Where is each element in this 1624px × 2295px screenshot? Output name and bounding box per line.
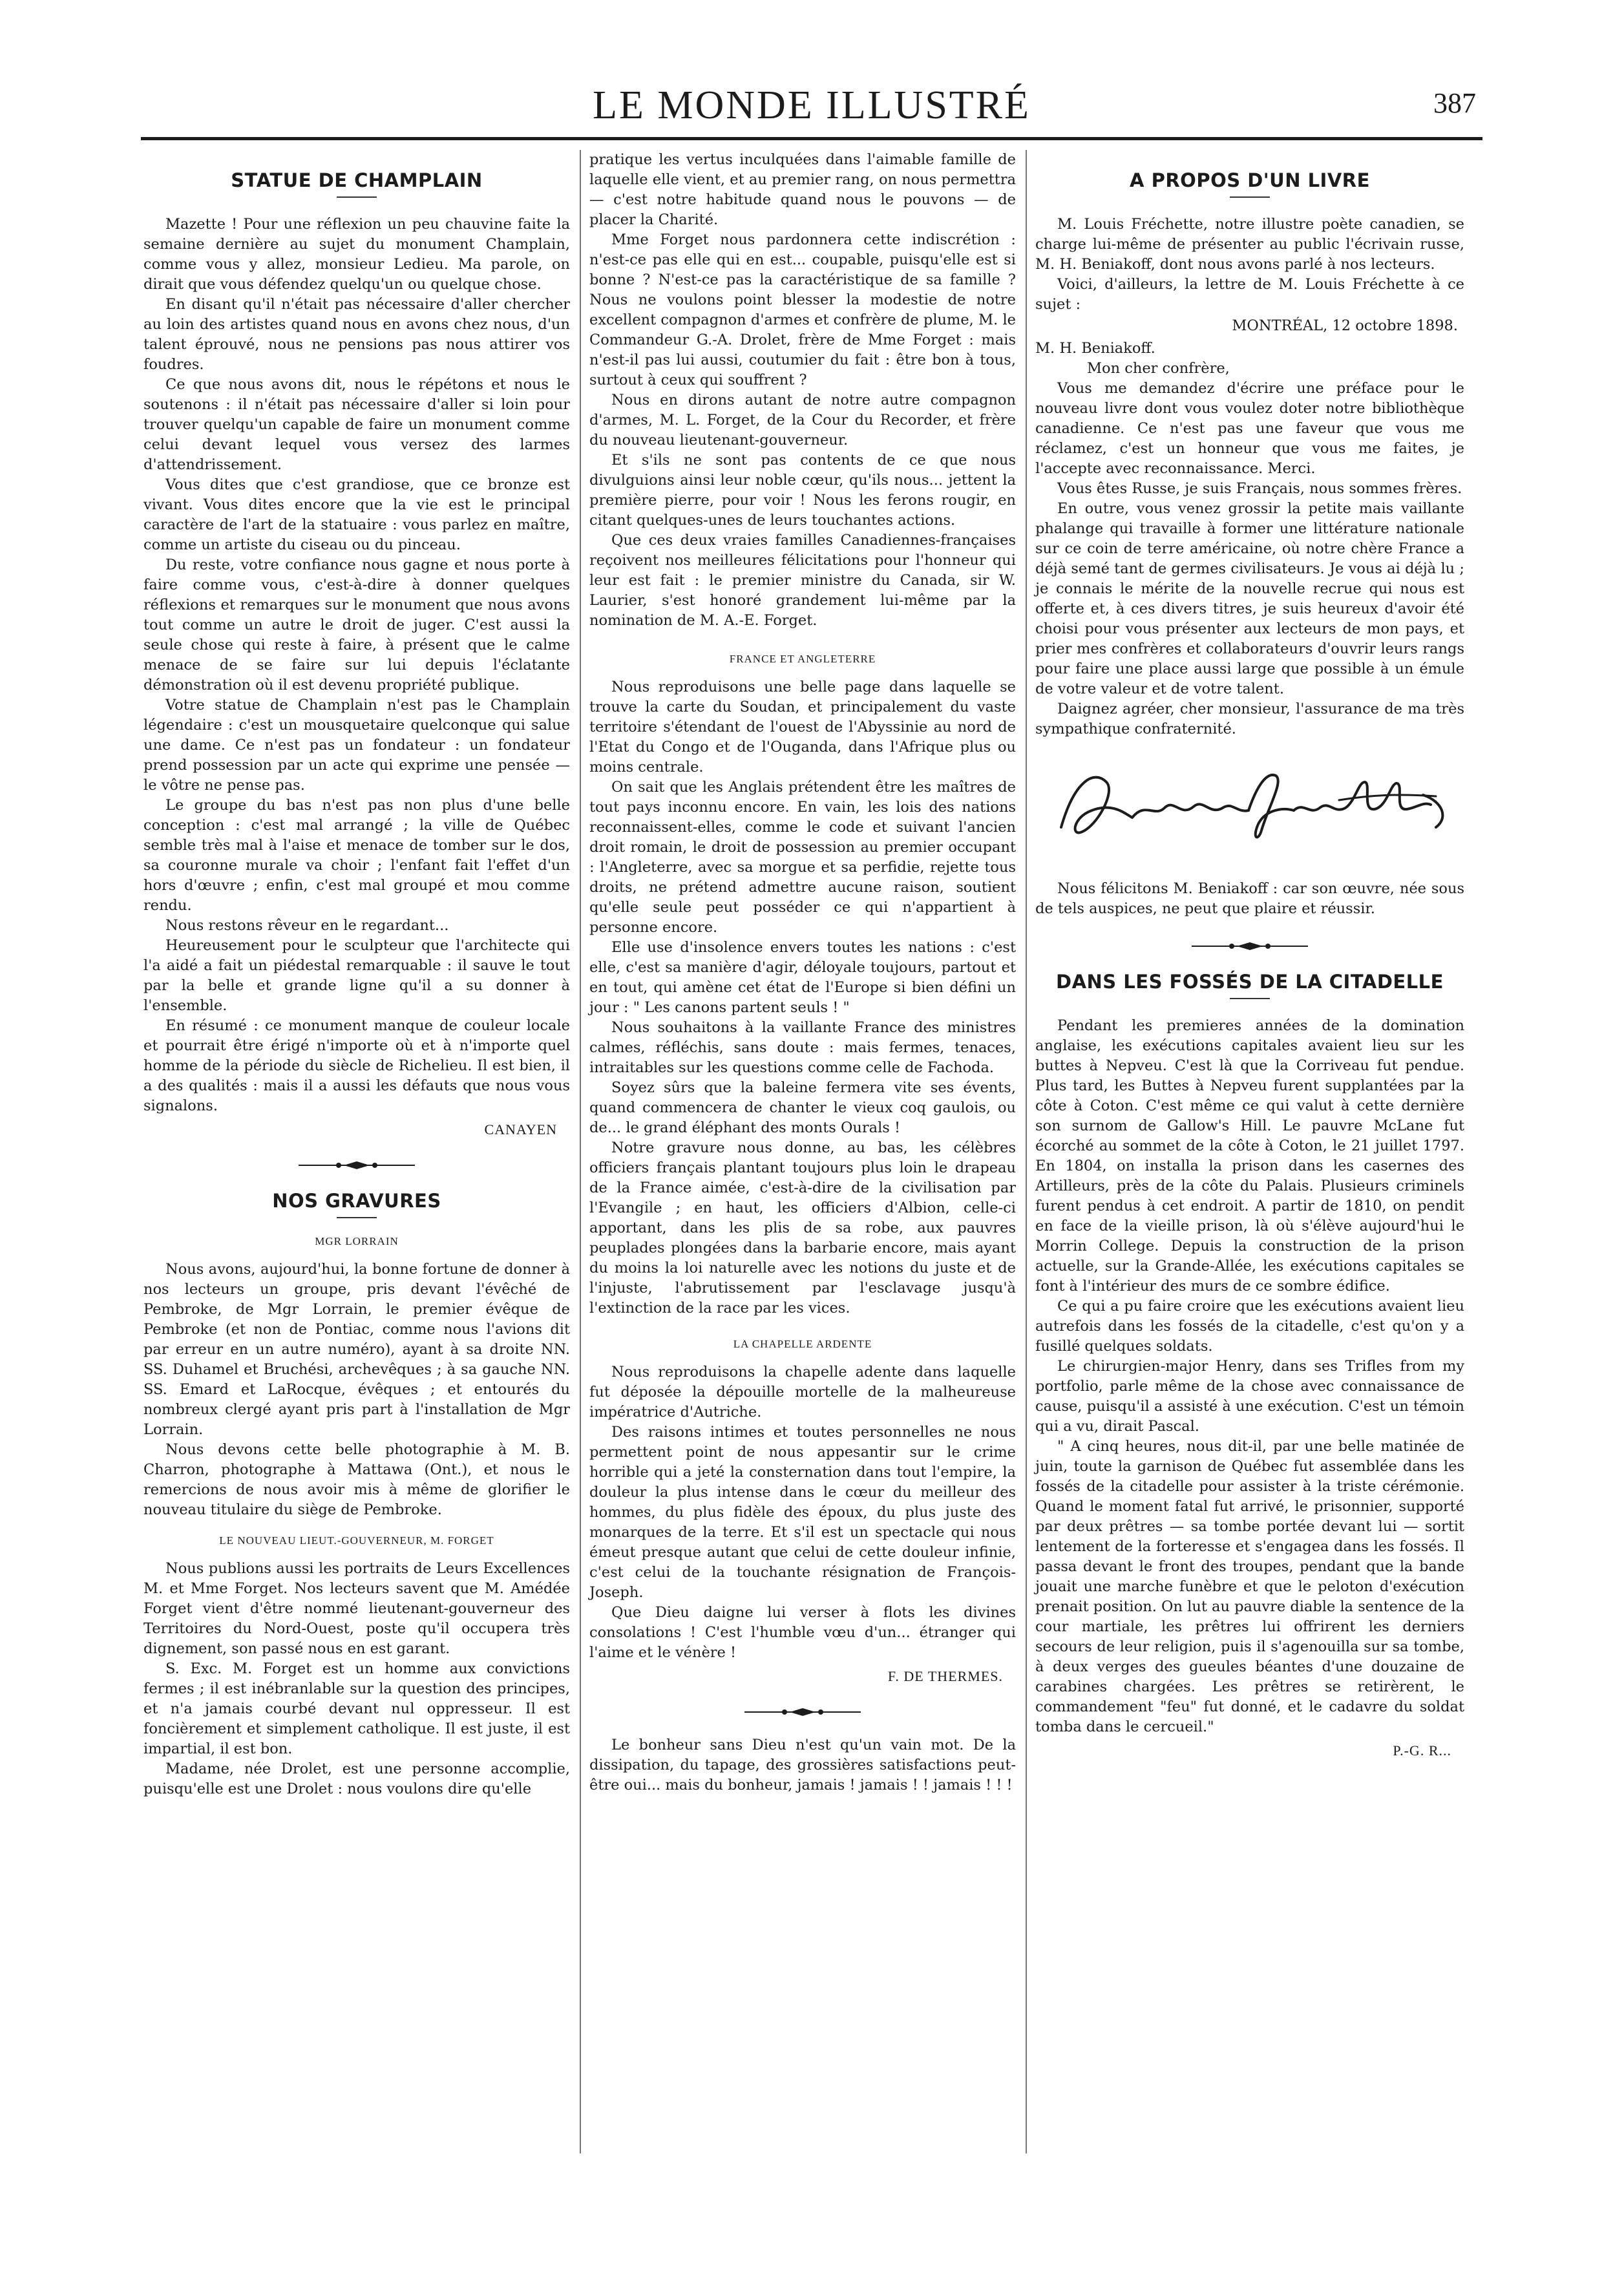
paragraph: Nous reproduisons la chapelle adente dans laquelle fut déposée la dépouille mortelle de la malheureuse impératrice d'Autriche. (589, 1364, 1016, 1421)
heading-rule (1230, 998, 1270, 999)
paragraph: Voici, d'ailleurs, la lettre de M. Louis Fréchette à ce sujet : (1035, 276, 1464, 313)
section-subheading: LE NOUVEAU LIEUT.-GOUVERNEUR, M. FORGET (219, 1534, 494, 1547)
heading-rule (337, 1217, 377, 1218)
article-champlain (143, 215, 570, 1138)
paragraph: " A cinq heures, nous dit-il, par une belle matinée de juin, toute la garnison de Québec fut assemblée dans les fossés de la citadelle pour assister à la triste cérémonie. Quand le moment fatal fut arrivé, le prisonnier, supporté par deux prêtres — sa tombe portée devant lui — sortit lentement de la forteresse et s'engagea dans les fossés. Il passa devant le front des troupes, pendant que la bande jouait une marche funèbre et que le peloton d'exécution prenait position. On lut au pauvre diable la sentence de la cour martiale, les prêtres lui offrirent les derniers secours de leur religion, puis il s'agenouilla sur sa tombe, à deux verges des gueules béantes d'une douzaine de carabines chargées. Les prêtres se retirèrent, le commandement "feu" fut donné, et le cadavre du soldat tomba dans le cercueil." (1035, 1438, 1464, 1735)
ornament-divider (299, 1160, 415, 1170)
paragraph: Madame, née Drolet, est une personne accomplie, puisqu'elle est une Drolet : nous voulons dire qu'elle (143, 1761, 570, 1797)
paragraph: Vous dites que c'est grandiose, que ce bronze est vivant. Vous dites encore que la vie est le principal caractère de l'art de la statuaire : vous parlez en maître, comme un artiste du ciseau ou du pinceau. (143, 476, 570, 553)
article-heading: A PROPOS D'UN LIVRE (1130, 169, 1370, 191)
paragraph: Nous reproduisons une belle page dans laquelle se trouve la carte du Soudan, et principalement du vaste territoire s'étendant de l'ouest de l'Abyssinie au nord de l'Etat du Congo et de l'Ouganda, dans l'Afrique plus ou moins centrale. (589, 679, 1016, 776)
paragraph: pratique les vertus inculquées dans l'aimable famille de laquelle elle vient, et au premier rang, on nous permettra — c'est notre habitude quand nous le pouvons — de placer la Charité. (589, 151, 1016, 228)
paragraph: Ce qui a pu faire croire que les exécutions avaient lieu autrefois dans les fossés de la citadelle, c'est qu'on y a fusillé quelques soldats. (1035, 1298, 1464, 1355)
paragraph: Votre statue de Champlain n'est pas le Champlain légendaire : c'est un mousquetaire quelconque qui salue une dame. Ce n'est pas un fondateur : un fondateur prend possession par un acte qui exprime une pensée — le vôtre ne pense pas. (143, 697, 570, 794)
section-subheading: LA CHAPELLE ARDENTE (733, 1338, 872, 1350)
handwritten-signature (1035, 756, 1464, 853)
paragraph: En outre, vous venez grossir la petite mais vaillante phalange qui travaille à former une littérature nationale sur ce coin de terre américaine, où notre chère France a déjà semé tant de germes civilisateurs. Je vous ai déjà lu ; je connais le mérite de la nouvelle recrue qui nous est offerte et, à ces divers titres, je suis heureux d'avoir été choisi pour vous présenter aux lecteurs de mon pays, et prier mes confrères et collaborateurs d'ouvrir leurs rangs pour faire une place aussi large que possible à un émule de votre valeur et de votre talent. (1035, 500, 1464, 697)
article-heading: NOS GRAVURES (272, 1190, 441, 1212)
paragraph: Des raisons intimes et toutes personnelles ne nous permettent point de nous appesantir sur le crime horrible qui a jeté la consternation dans tout l'empire, la douleur la plus intense dans le cœur du meilleur des hommes, du plus fidèle des époux, du plus juste des monarques de la terre. Et s'il est un spectacle qui nous émeut presque autant que celui de cette douleur infinie, c'est celui de la touchante résignation de François-Joseph. (589, 1424, 1016, 1601)
paragraph: Et s'ils ne sont pas contents de ce que nous divulguions ainsi leur noble cœur, qu'ils nous... jettent la première pierre, pour voir ! Nous les ferons rougir, en citant quelques-unes de leurs touchantes actions. (589, 452, 1016, 529)
column-3 (1035, 150, 1464, 1759)
heading-rule (337, 196, 377, 198)
paragraph: En résumé : ce monument manque de couleur locale et pourrait être érigé n'importe où et à n'importe quel homme de la période du siècle de Richelieu. Il est bien, il a des qualités : mais il a aussi les défauts que nous vous signalons. (143, 1017, 570, 1114)
ornament-divider (1192, 941, 1308, 951)
article-signature: CANAYEN (484, 1121, 557, 1137)
paragraph: Nous en dirons autant de notre autre compagnon d'armes, M. L. Forget, de la Cour du Recorder, et frère du nouveau lieutenant-gouverneur. (589, 392, 1016, 449)
article-heading: DANS LES FOSSÉS DE LA CITADELLE (1056, 971, 1444, 993)
letter-salutation: Mon cher confrère, (1087, 360, 1230, 377)
column-divider (1026, 150, 1027, 2153)
paragraph: Nous publions aussi les portraits de Leurs Excellences M. et Mme Forget. Nos lecteurs savent que M. Amédée Forget vient d'être nommé lieutenant-gouverneur des Territoires du Nord-Ouest, poste qu'il occupera très dignement, son passé nous en est garant. (143, 1560, 570, 1657)
article-heading: STATUE DE CHAMPLAIN (231, 169, 483, 191)
column-divider (580, 150, 581, 2153)
paragraph: En disant qu'il n'était pas nécessaire d'aller chercher au loin des artistes quand nous en avons chez nous, d'un talent éprouvé, nous ne pensions pas nous attirer vos foudres. (143, 296, 570, 373)
paragraph: Elle use d'insolence envers toutes les nations : c'est elle, c'est sa manière d'agir, déloyale toujours, partout et en tout, qui amène cet état de l'Europe si bien défini un jour : " Les canons partent seuls ! " (589, 939, 1016, 1016)
newspaper-title: LE MONDE ILLUSTRÉ (593, 83, 1031, 127)
letter-dateline: MONTRÉAL, 12 octobre 1898. (1232, 317, 1458, 334)
heading-rule (1230, 196, 1270, 198)
ornament-divider (744, 1707, 861, 1717)
page-number: 387 (1433, 87, 1476, 119)
paragraph: Nous avons, aujourd'hui, la bonne fortune de donner à nos lecteurs un groupe, pris devant l'évêché de Pembroke, de Mgr Lorrain, le premier évêque de Pembroke (et non de Pontiac, comme nous l'avions dit par erreur en un autre numéro), ayant à sa droite NN. SS. Duhamel et Bruchési, archevêques ; à sa gauche NN. SS. Emard et LaRocque, évêques ; et entourés du nombreux clergé ayant pris part à l'installation de Mgr Lorrain. (143, 1261, 570, 1438)
paragraph: Nous restons rêveur en le regardant... (165, 917, 449, 934)
column-1 (143, 150, 570, 1799)
section-subheading: FRANCE ET ANGLETERRE (729, 653, 876, 665)
paragraph: Mazette ! Pour une réflexion un peu chauvine faite la semaine dernière au sujet du monument Champlain, comme vous y allez, monsieur Ledieu. Ma parole, on dirait que vous défendez quelqu'un ou quelque chose. (143, 216, 570, 293)
paragraph: Nous félicitons M. Beniakoff : car son œuvre, née sous de tels auspices, ne peut que plaire et réussir. (1035, 880, 1464, 917)
article-signature: F. DE THERMES. (887, 1668, 1003, 1684)
paragraph: Soyez sûrs que la baleine fermera vite ses évents, quand commencera de chanter le vieux coq gaulois, ou de... le grand éléphant des monts Ourals ! (589, 1079, 1016, 1136)
paragraph: M. Louis Fréchette, notre illustre poète canadien, se charge lui-même de présenter au public l'écrivain russe, M. H. Beniakoff, dont nous avons parlé à nos lecteurs. (1035, 216, 1464, 273)
paragraph: Vous êtes Russe, je suis Français, nous sommes frères. (1057, 480, 1462, 497)
paragraph: Mme Forget nous pardonnera cette indiscrétion : n'est-ce pas elle qui en est... coupable, puisqu'elle est si bonne ? N'est-ce pas la caractéristique de sa famille ? Nous ne voulons point blesser la modestie de notre excellent compagnon d'armes et confrère de plume, M. le Commandeur G.-A. Drolet, frère de Mme Forget : mais n'est-il pas lui aussi, coutumier du fait : être bon à tous, surtout à ceux qui souffrent ? (589, 231, 1016, 388)
paragraph: Ce que nous avons dit, nous le répétons et nous le soutenons : il n'était pas nécessaire d'aller si loin pour trouver quelqu'un capable de faire un monument comme celui devant lequel vous versez des larmes d'attendrissement. (143, 376, 570, 473)
article-signature: P.-G. R... (1393, 1742, 1451, 1759)
paragraph: S. Exc. M. Forget est un homme aux convictions fermes ; il est inébranlable sur la question des principes, et n'a jamais courbé devant nul oppresseur. Il est foncièrement et simplement catholique. Il est juste, il est impartial, il est bon. (143, 1660, 570, 1757)
paragraph: Que ces deux vraies familles Canadiennes-françaises reçoivent nos meilleures félicitations pour l'honneur qui leur est fait : le premier ministre du Canada, sir W. Laurier, s'est honoré grandement lui-même par la nomination de M. A.-E. Forget. (589, 532, 1016, 629)
masthead (141, 78, 1482, 137)
masthead-rule (141, 137, 1482, 140)
paragraph: On sait que les Anglais prétendent être les maîtres de tout pays inconnu encore. En vain, les lois des nations reconnaissent-elles, comme le code et suivant l'ancien droit romain, le droit de possession au premier occupant : l'Angleterre, avec sa morgue et sa perfidie, rejette tous droits, ne prétend admettre aucune raison, soutient qu'elle seule peut posséder ce qui n'appartient à personne encore. (589, 779, 1016, 936)
paragraph: Notre gravure nous donne, au bas, les célèbres officiers français plantant toujours plus loin le drapeau de la France aimée, c'est-à-dire de la civilisation par l'Evangile ; en haut, les officiers d'Albion, celle-ci apportant, dans les plis de sa robe, aux pauvres peuplades plongées dans la barbarie encore, mais ayant du moins la loi naturelle avec les notions du juste et de l'injuste, l'abrutissement par l'esclavage jusqu'à l'extinction de la race par les vices. (589, 1139, 1016, 1317)
paragraph: Que Dieu daigne lui verser à flots les divines consolations ! C'est l'humble vœu d'un... étranger qui l'aime et le vénère ! (589, 1604, 1016, 1661)
section-subheading: MGR LORRAIN (315, 1235, 399, 1247)
paragraph: Du reste, votre confiance nous gagne et nous porte à faire comme vous, c'est-à-dire à donner quelques réflexions et remarques sur le monument que nous avons tout comme un autre le droit de juger. C'est aussi la seule chose qui reste à faire, à présent que le calme menace de se faire sur lui depuis l'éclatante démonstration où il est devenu propriété publique. (143, 556, 570, 693)
paragraph: Daignez agréer, cher monsieur, l'assurance de ma très sympathique confraternité. (1035, 701, 1464, 737)
paragraph: Nous devons cette belle photographie à M. B. Charron, photographe à Mattawa (Ont.), et nous le remercions de nous avoir mis à même de glorifier le nouveau titulaire du siège de Pembroke. (143, 1441, 570, 1518)
paragraph: Le chirurgien-major Henry, dans ses Trifles from my portfolio, parle même de la chose avec connaissance de cause, puisqu'il a assisté à une exécution. C'est un témoin qui a vu, dirait Pascal. (1035, 1358, 1464, 1435)
paragraph: Pendant les premieres années de la domination anglaise, les exécutions capitales avaient lieu sur les buttes à Nepveu. C'est là que la Corriveau fut pendue. Plus tard, les Buttes à Nepveu furent supplantées par la côte à Coton. C'est même ce qui valut à cette dernière son surnom de Gallow's Hill. Le pauvre McLane fut écorché au sommet de la côte à Coton, le 21 juillet 1797. En 1804, on installa la prison dans les casernes des Artilleurs, près de la côte du Palais. Plusieurs criminels furent pendus à cet endroit. A partir de 1810, on pendit en face de la vieille prison, là où s'élève aujourd'hui le Morrin College. Depuis la construction de la prison actuelle, sur la Grande-Allée, les exécutions capitales se font à l'intérieur des murs de ce sombre édifice. (1035, 1017, 1464, 1295)
paragraph: Le groupe du bas n'est pas non plus d'une belle conception : c'est mal arrangé ; la ville de Québec semble très mal à l'aise et menace de tomber sur le dos, sa couronne murale va choir ; l'enfant fait l'effet d'un hors d'œuvre ; enfin, c'est mal groupé et mou comme rendu. (143, 797, 570, 914)
paragraph: Vous me demandez d'écrire une préface pour le nouveau livre dont vous voulez doter notre bibliothèque canadienne. Ce n'est pas une faveur que vous me réclamez, c'est un honneur que vous me faites, je l'accepte avec reconnaissance. Merci. (1035, 380, 1464, 477)
paragraph: Le bonheur sans Dieu n'est qu'un vain mot. De la dissipation, du tapage, des grossières satisfactions peut-être oui... mais du bonheur, jamais ! jamais ! ! jamais ! ! ! (589, 1737, 1016, 1793)
paragraph: Heureusement pour le sculpteur que l'architecte qui l'a aidé a fait un piédestal remarquable : il sauve le tout par la belle et grande ligne qu'il a su donner à l'ensemble. (143, 937, 570, 1014)
paragraph: Nous souhaitons à la vaillante France des ministres calmes, réfléchis, sans doute : mais fermes, tenaces, intraitables sur les questions comme celle de Fachoda. (589, 1019, 1016, 1076)
letter-addressee: M. H. Beniakoff. (1035, 340, 1155, 357)
column-2 (589, 150, 1016, 1795)
